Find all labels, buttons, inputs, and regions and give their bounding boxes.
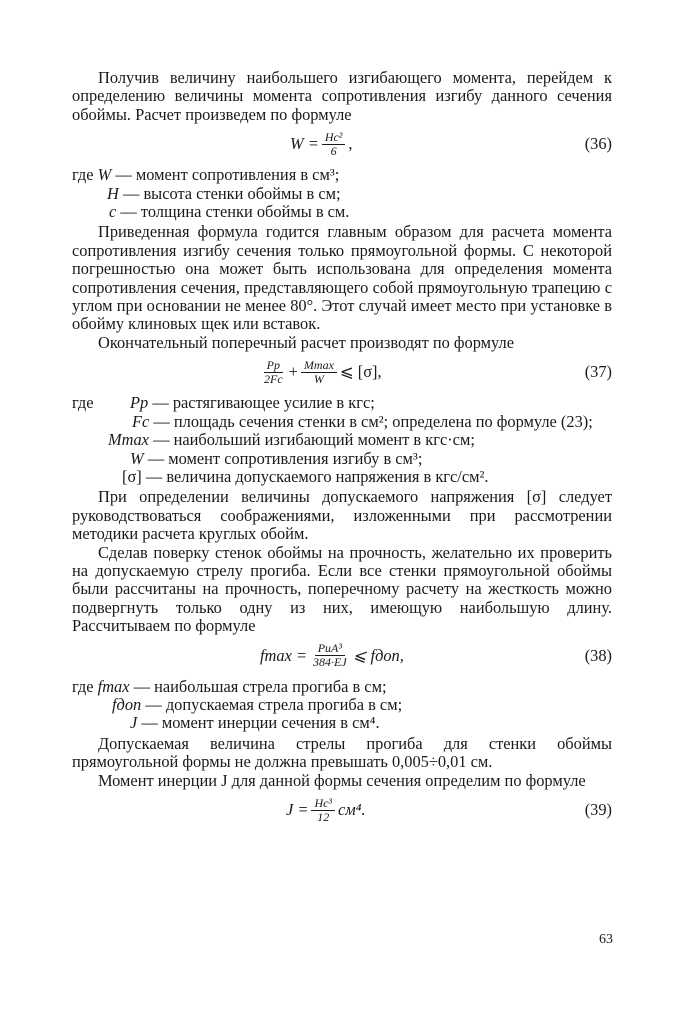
definition-symbol: Fc: [132, 411, 150, 431]
definition-text: — высота стенки обоймы в см;: [122, 183, 341, 203]
definition-row: [72, 714, 612, 732]
formula-36-lhs: W =: [290, 134, 319, 154]
definition-text: — величина допускаемого напряжения в кгс/см².: [145, 466, 489, 486]
formula-38-denominator: 384·EJ: [313, 655, 347, 670]
definition-text: — площадь сечения стенки в см²; определена по формуле (23);: [153, 411, 593, 431]
formula-38-lhs: fmax =: [260, 645, 308, 665]
definition-text: — наибольший изгибающий момент в кгс·см;: [153, 430, 475, 450]
definition-text: — момент инерции сечения в см⁴.: [141, 713, 380, 733]
formula-37-numerator-1: Pp: [264, 359, 283, 373]
formula-38: [72, 636, 612, 676]
definition-text: — допускаемая стрела прогиба в см;: [145, 694, 403, 714]
paragraph-7: Момент инерции J для данной формы сечения определим по формуле: [98, 770, 586, 790]
definition-row: [72, 431, 612, 449]
definition-row: [72, 185, 612, 203]
definition-lead: где: [72, 165, 94, 185]
definition-text: — растягивающее усилие в кгс;: [152, 393, 375, 413]
definition-lead: где: [72, 393, 94, 413]
definition-symbol: J: [130, 713, 138, 733]
formula-39-denominator: 12: [317, 809, 330, 824]
formula-37: [72, 352, 612, 392]
definition-row: [72, 678, 612, 696]
definition-row: [72, 203, 612, 221]
formula-36: [72, 124, 612, 164]
definition-symbol: W: [130, 448, 144, 468]
formula-37-numerator-2: Mmax: [301, 359, 337, 373]
definition-symbol: Pp: [130, 393, 149, 413]
definitions-36: [72, 166, 612, 221]
formula-36-fraction: [322, 131, 346, 158]
formula-37-denominator-2: W: [313, 371, 324, 386]
definition-symbol: c: [109, 202, 117, 222]
definition-row: [72, 696, 612, 714]
definition-text: — наибольшая стрела прогиба в см;: [133, 676, 387, 696]
definition-text: — момент сопротивления изгибу в см³;: [147, 448, 423, 468]
paragraph-1: Получив величину наибольшего изгибающего момента, перейдем к определению величины момента сопротивления изгибу данного сечения обоймы. Расчет произведем по формуле: [72, 68, 612, 124]
definition-row: [72, 468, 612, 486]
page-body: [72, 69, 612, 830]
definition-row: [72, 394, 612, 412]
definitions-37: [72, 394, 612, 486]
paragraph-3: Окончательный поперечный расчет производят по формуле: [98, 332, 514, 352]
formula-39-label: (39): [584, 800, 612, 819]
formula-37-label: (37): [584, 362, 612, 382]
formula-38-label: (38): [584, 645, 612, 665]
paragraph-2: Приведенная формула годится главным образом для расчета момента сопротивления изгибу сечения только прямоугольной формы. С некоторой погрешностью она может быть использована для определения момента сопротивления сечения, представляющего собой прямоугольную трапецию с углом при основании не менее 80°. Этот случай имеет место при установке в обойму клиновых щек или вставок.: [72, 222, 612, 334]
formula-39-numerator: Hc³: [311, 797, 335, 811]
definition-symbol: fдоп: [112, 694, 142, 714]
formula-38-rhs: ⩽ fдоп,: [352, 645, 404, 665]
paragraph-4: При определении величины допускаемого напряжения [σ] следует руководствоваться соображениями, изложенными при рассмотрении методики расчета круглых обойм.: [72, 487, 612, 544]
formula-36-numerator: Hc²: [322, 131, 346, 145]
definition-row: [72, 413, 612, 431]
page-number: 63: [599, 932, 613, 947]
formula-38-numerator: PuA³: [315, 642, 345, 656]
definition-row: [72, 450, 612, 468]
definition-symbol: H: [107, 183, 119, 203]
formula-39-lhs: J =: [286, 800, 309, 819]
formula-38-fraction: [310, 642, 350, 669]
definition-symbol: Mmax: [108, 430, 149, 450]
formula-39: [72, 790, 612, 830]
definition-row: [72, 166, 612, 184]
formula-37-rhs: ⩽ [σ],: [339, 362, 382, 382]
paragraph-5: Сделав поверку стенок обоймы на прочность, желательно их проверить на допускаемую стрелу прогиба. Если все стенки прямоугольной обоймы были рассчитаны на прочность, поперечному расчету на жесткость можно подвергнуть только одну из них, имеющую наибольшую длину. Рассчитываем по формуле: [72, 542, 612, 636]
definition-lead: где: [72, 676, 94, 696]
definition-symbol: [σ]: [122, 466, 142, 486]
formula-37-fraction-2: [301, 359, 337, 386]
definition-text: — момент сопротивления в см³;: [115, 165, 340, 185]
formula-36-tail: ,: [348, 134, 353, 154]
formula-39-rhs: см⁴.: [338, 800, 366, 819]
formula-37-fraction-1: [261, 359, 286, 386]
definition-text: — толщина стенки обоймы в см.: [120, 202, 350, 222]
formula-36-label: (36): [584, 134, 612, 154]
formula-37-plus: +: [288, 362, 298, 382]
definition-symbol: fmax: [97, 676, 130, 696]
paragraph-6: Допускаемая величина стрелы прогиба для стенки обоймы прямоугольной формы не должна превышать 0,005÷0,01 см.: [72, 733, 612, 772]
formula-39-fraction: [311, 797, 335, 824]
definition-symbol: W: [97, 165, 112, 185]
definitions-38: [72, 678, 612, 733]
formula-36-denominator: 6: [330, 143, 337, 158]
formula-37-denominator-1: 2Fc: [264, 371, 283, 386]
